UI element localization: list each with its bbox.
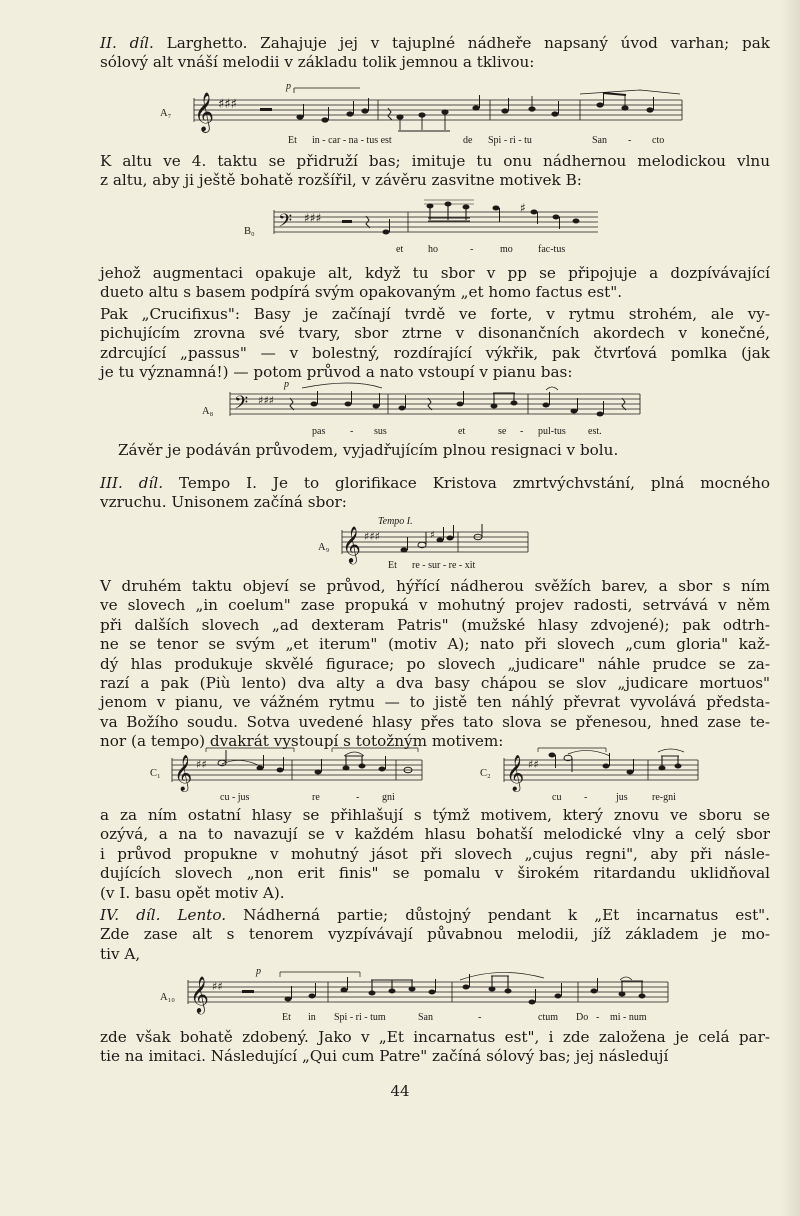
lyric-syllable: pas bbox=[312, 426, 326, 437]
text-line: K altu ve 4. taktu se přidruží bas; imituje tu onu nádhernou melodickou vlnu bbox=[100, 152, 770, 170]
lyric-syllable: ho bbox=[428, 244, 438, 255]
lyric-syllable: Spi - ri - tu bbox=[488, 135, 532, 146]
example-label: A₇ bbox=[160, 108, 172, 119]
text-line: zde však bohatě zdobený. Jako v „Et incarnatus est", i zde založena je celá par- bbox=[100, 1028, 770, 1046]
lyric-syllable: ctum bbox=[538, 1012, 558, 1023]
paragraph-bass-imitation bbox=[100, 152, 770, 191]
music-example-a9 bbox=[318, 512, 548, 574]
text-line: z altu, aby ji ještě bohatě rozšířil, v závěru zasvitne motivek B: bbox=[100, 171, 582, 190]
lyric-syllable: sus bbox=[374, 426, 387, 437]
text-line: je tu významná!) — potom průvod a nato vstoupí v pianu bas: bbox=[100, 363, 573, 382]
text-line: (v I. basu opět motiv A). bbox=[100, 883, 285, 902]
svg-text:♯: ♯ bbox=[520, 201, 526, 215]
dynamic-mark: p bbox=[284, 379, 289, 390]
text-line: ve slovech „in coelum" zase propuká v mohutný projev radosti, setrvává v něm bbox=[100, 596, 770, 615]
svg-text:♯♯: ♯♯ bbox=[196, 758, 207, 771]
example-label: A₉ bbox=[318, 542, 330, 553]
lyric-syllable: jus bbox=[616, 792, 628, 803]
lyric-syllable: et bbox=[458, 426, 466, 437]
lyric-syllable: cto bbox=[652, 135, 665, 146]
text-line: Zde zase alt s tenorem vyzpívávají půvabnou melodii, jíž základem je mo- bbox=[100, 925, 770, 944]
lyric-syllable: de bbox=[463, 135, 473, 146]
lyric-syllable: fac-tus bbox=[538, 244, 566, 255]
lyric-syllable: - bbox=[520, 426, 524, 437]
text-line: jenom v pianu, ve vážném rytmu — to jistě ten náhlý převrat vyvolává předsta- bbox=[100, 693, 770, 712]
text-line: vzruchu. Unisonem začíná sbor: bbox=[100, 493, 347, 512]
lyric-syllable: est. bbox=[588, 426, 602, 437]
example-label: C₂ bbox=[480, 768, 491, 779]
paragraph-resignation bbox=[118, 441, 788, 460]
lyric-syllable: cu - jus bbox=[220, 792, 250, 803]
svg-text:♯♯♯: ♯♯♯ bbox=[304, 211, 322, 225]
text-line: III. díl. Tempo I. Je to glorifikace Kristova zmrtvýchvstání, plná mocného bbox=[100, 474, 770, 492]
lyric-syllable: cu bbox=[552, 792, 562, 803]
text-line: nor (a tempo) dvakrát vystoupí s totožným motivem: bbox=[100, 732, 504, 751]
text-line: tie na imitaci. Následující „Qui cum Patre" začíná sólový bas; jej následují bbox=[100, 1047, 669, 1066]
svg-text:𝄞: 𝄞 bbox=[174, 755, 193, 791]
paragraph-tempo-one bbox=[100, 474, 770, 513]
page-number: 44 bbox=[390, 1082, 410, 1100]
lyric-syllable: re-gni bbox=[652, 792, 676, 803]
lyric-syllable: Et bbox=[282, 1012, 291, 1023]
svg-text:𝄢: 𝄢 bbox=[234, 393, 249, 418]
svg-text:𝄞: 𝄞 bbox=[194, 92, 215, 132]
svg-text:♯: ♯ bbox=[430, 530, 435, 541]
svg-text:♯♯♯: ♯♯♯ bbox=[364, 530, 380, 543]
text-line: zdrcující „passus" — v bolestný, rozdírající výkřik, pak čtvrťová pomlka (jak bbox=[100, 343, 770, 362]
text-line: dý hlas produkuje skvělé figurace; po slovech „judicare" náhle prudce se za- bbox=[100, 654, 770, 673]
lyric-syllable: gni bbox=[382, 792, 395, 803]
text-line: tiv A, bbox=[100, 944, 141, 963]
paragraph-crucifixus bbox=[100, 305, 770, 383]
paragraph-augmentation bbox=[100, 264, 770, 303]
lyric-syllable: mo bbox=[500, 244, 513, 255]
svg-text:♯♯♯: ♯♯♯ bbox=[218, 97, 237, 112]
text-line: dujících slovech „non erit finis" se pomalu v širokém ritardandu uklidňoval bbox=[100, 864, 770, 883]
lyric-syllable: se bbox=[498, 426, 507, 437]
text-line: sólový alt vnáší melodii v základu tolik jemnou a tklivou: bbox=[100, 53, 535, 72]
dynamic-mark: p bbox=[256, 966, 261, 977]
dynamic-mark: p bbox=[286, 81, 291, 92]
text-line: Závěr je podáván průvodem, vyjadřujícím plnou resignaci v bolu. bbox=[118, 441, 619, 459]
svg-text:♯♯: ♯♯ bbox=[528, 758, 539, 771]
lyric-syllable: - bbox=[584, 792, 588, 803]
lyric-syllable: - bbox=[350, 426, 354, 437]
paragraph-second-measure bbox=[100, 577, 770, 752]
lyric-syllable: Spi - ri - tum bbox=[334, 1012, 386, 1023]
paragraph-imitation bbox=[100, 1028, 770, 1067]
music-example-a7 bbox=[160, 80, 690, 150]
lyric-syllable: - bbox=[596, 1012, 600, 1023]
text-line: razí a pak (Più lento) dva alty a dva basy chápou se slov „judicare mortuos" bbox=[100, 674, 770, 693]
text-line: pichujícím zrovna své tvary, sbor ztrne v disonančních akordech v konečné, bbox=[100, 324, 770, 343]
svg-text:𝄞: 𝄞 bbox=[506, 755, 525, 791]
text-line: ozývá, a na to navazují se v každém hlasu bohatší melodické vlny a celý sbor bbox=[100, 825, 770, 844]
lyric-syllable: re - sur - re - xit bbox=[412, 560, 476, 571]
text-line: i průvod propukne v mohutný jásot při slovech „cujus regni", aby při násle- bbox=[100, 844, 770, 863]
music-example-c1 bbox=[150, 744, 430, 806]
lyric-syllable: Et bbox=[288, 135, 297, 146]
lyric-syllable: - bbox=[470, 244, 474, 255]
lyric-syllable: San bbox=[418, 1012, 433, 1023]
text-line: ne se tenor se svým „et iterum" (motiv A); nato při slovech „cum gloria" kaž- bbox=[100, 635, 770, 654]
text-line: V druhém taktu objeví se průvod, hýřící nádherou svěžích barev, a sbor s ním bbox=[100, 577, 770, 595]
svg-text:𝄞: 𝄞 bbox=[190, 975, 209, 1013]
tempo-mark: Tempo I. bbox=[378, 516, 413, 527]
lyric-syllable: Do bbox=[576, 1012, 589, 1023]
lyric-syllable: San bbox=[592, 135, 607, 146]
example-label: A₈ bbox=[202, 406, 214, 417]
example-label: C₁ bbox=[150, 768, 161, 779]
paragraph-larghetto bbox=[100, 34, 770, 73]
example-label: B₀ bbox=[244, 226, 255, 237]
music-example-b0 bbox=[244, 196, 604, 258]
lyric-syllable: - bbox=[628, 135, 632, 146]
music-example-c2 bbox=[480, 744, 710, 806]
svg-text:𝄞: 𝄞 bbox=[342, 525, 361, 563]
music-example-a8 bbox=[202, 378, 652, 440]
svg-text:♯♯: ♯♯ bbox=[212, 980, 223, 993]
page-edge-shadow bbox=[782, 0, 800, 1216]
svg-text:♯♯♯: ♯♯♯ bbox=[258, 394, 274, 407]
lyric-syllable: et bbox=[396, 244, 404, 255]
lyric-syllable: in bbox=[308, 1012, 316, 1023]
text-line: při dalších slovech „ad dexteram Patris" (mužské hlasy zdvojené); pak odtrh- bbox=[100, 615, 770, 634]
paragraph-other-voices bbox=[100, 806, 770, 903]
text-line: II. díl. Larghetto. Zahajuje jej v tajuplné nádheře napsaný úvod varhan; pak bbox=[100, 34, 771, 52]
music-example-a10 bbox=[160, 958, 680, 1024]
text-line: va Božího soudu. Sotva uvedené hlasy přes tato slova se přenesou, hned zase te- bbox=[100, 712, 770, 731]
text-line: a za ním ostatní hlasy se přihlašují s týmž motivem, který znovu ve sboru se bbox=[100, 806, 770, 824]
lyric-syllable: in - car - na - tus est bbox=[312, 135, 392, 146]
text-line: Pak „Crucifixus": Basy je začínají tvrdě ve forte, v rytmu strohém, ale vy- bbox=[100, 305, 770, 323]
lyric-syllable: re bbox=[312, 792, 320, 803]
text-line: jehož augmentaci opakuje alt, když tu sbor v pp se připojuje a dozpívávající bbox=[100, 264, 770, 282]
lyric-syllable: - bbox=[478, 1012, 482, 1023]
lyric-syllable: - bbox=[356, 792, 360, 803]
lyric-syllable: Et bbox=[388, 560, 397, 571]
text-line: dueto altu s basem podpírá svým opakovaným „et homo factus est". bbox=[100, 283, 623, 302]
example-label: A₁₀ bbox=[160, 992, 175, 1003]
text-line: IV. díl. Lento. Nádherná partie; důstojný pendant k „Et incarnatus est". bbox=[100, 906, 770, 924]
paragraph-lento bbox=[100, 906, 770, 964]
svg-text:𝄢: 𝄢 bbox=[278, 211, 293, 236]
lyric-syllable: mi - num bbox=[610, 1012, 647, 1023]
lyric-syllable: pul-tus bbox=[538, 426, 566, 437]
